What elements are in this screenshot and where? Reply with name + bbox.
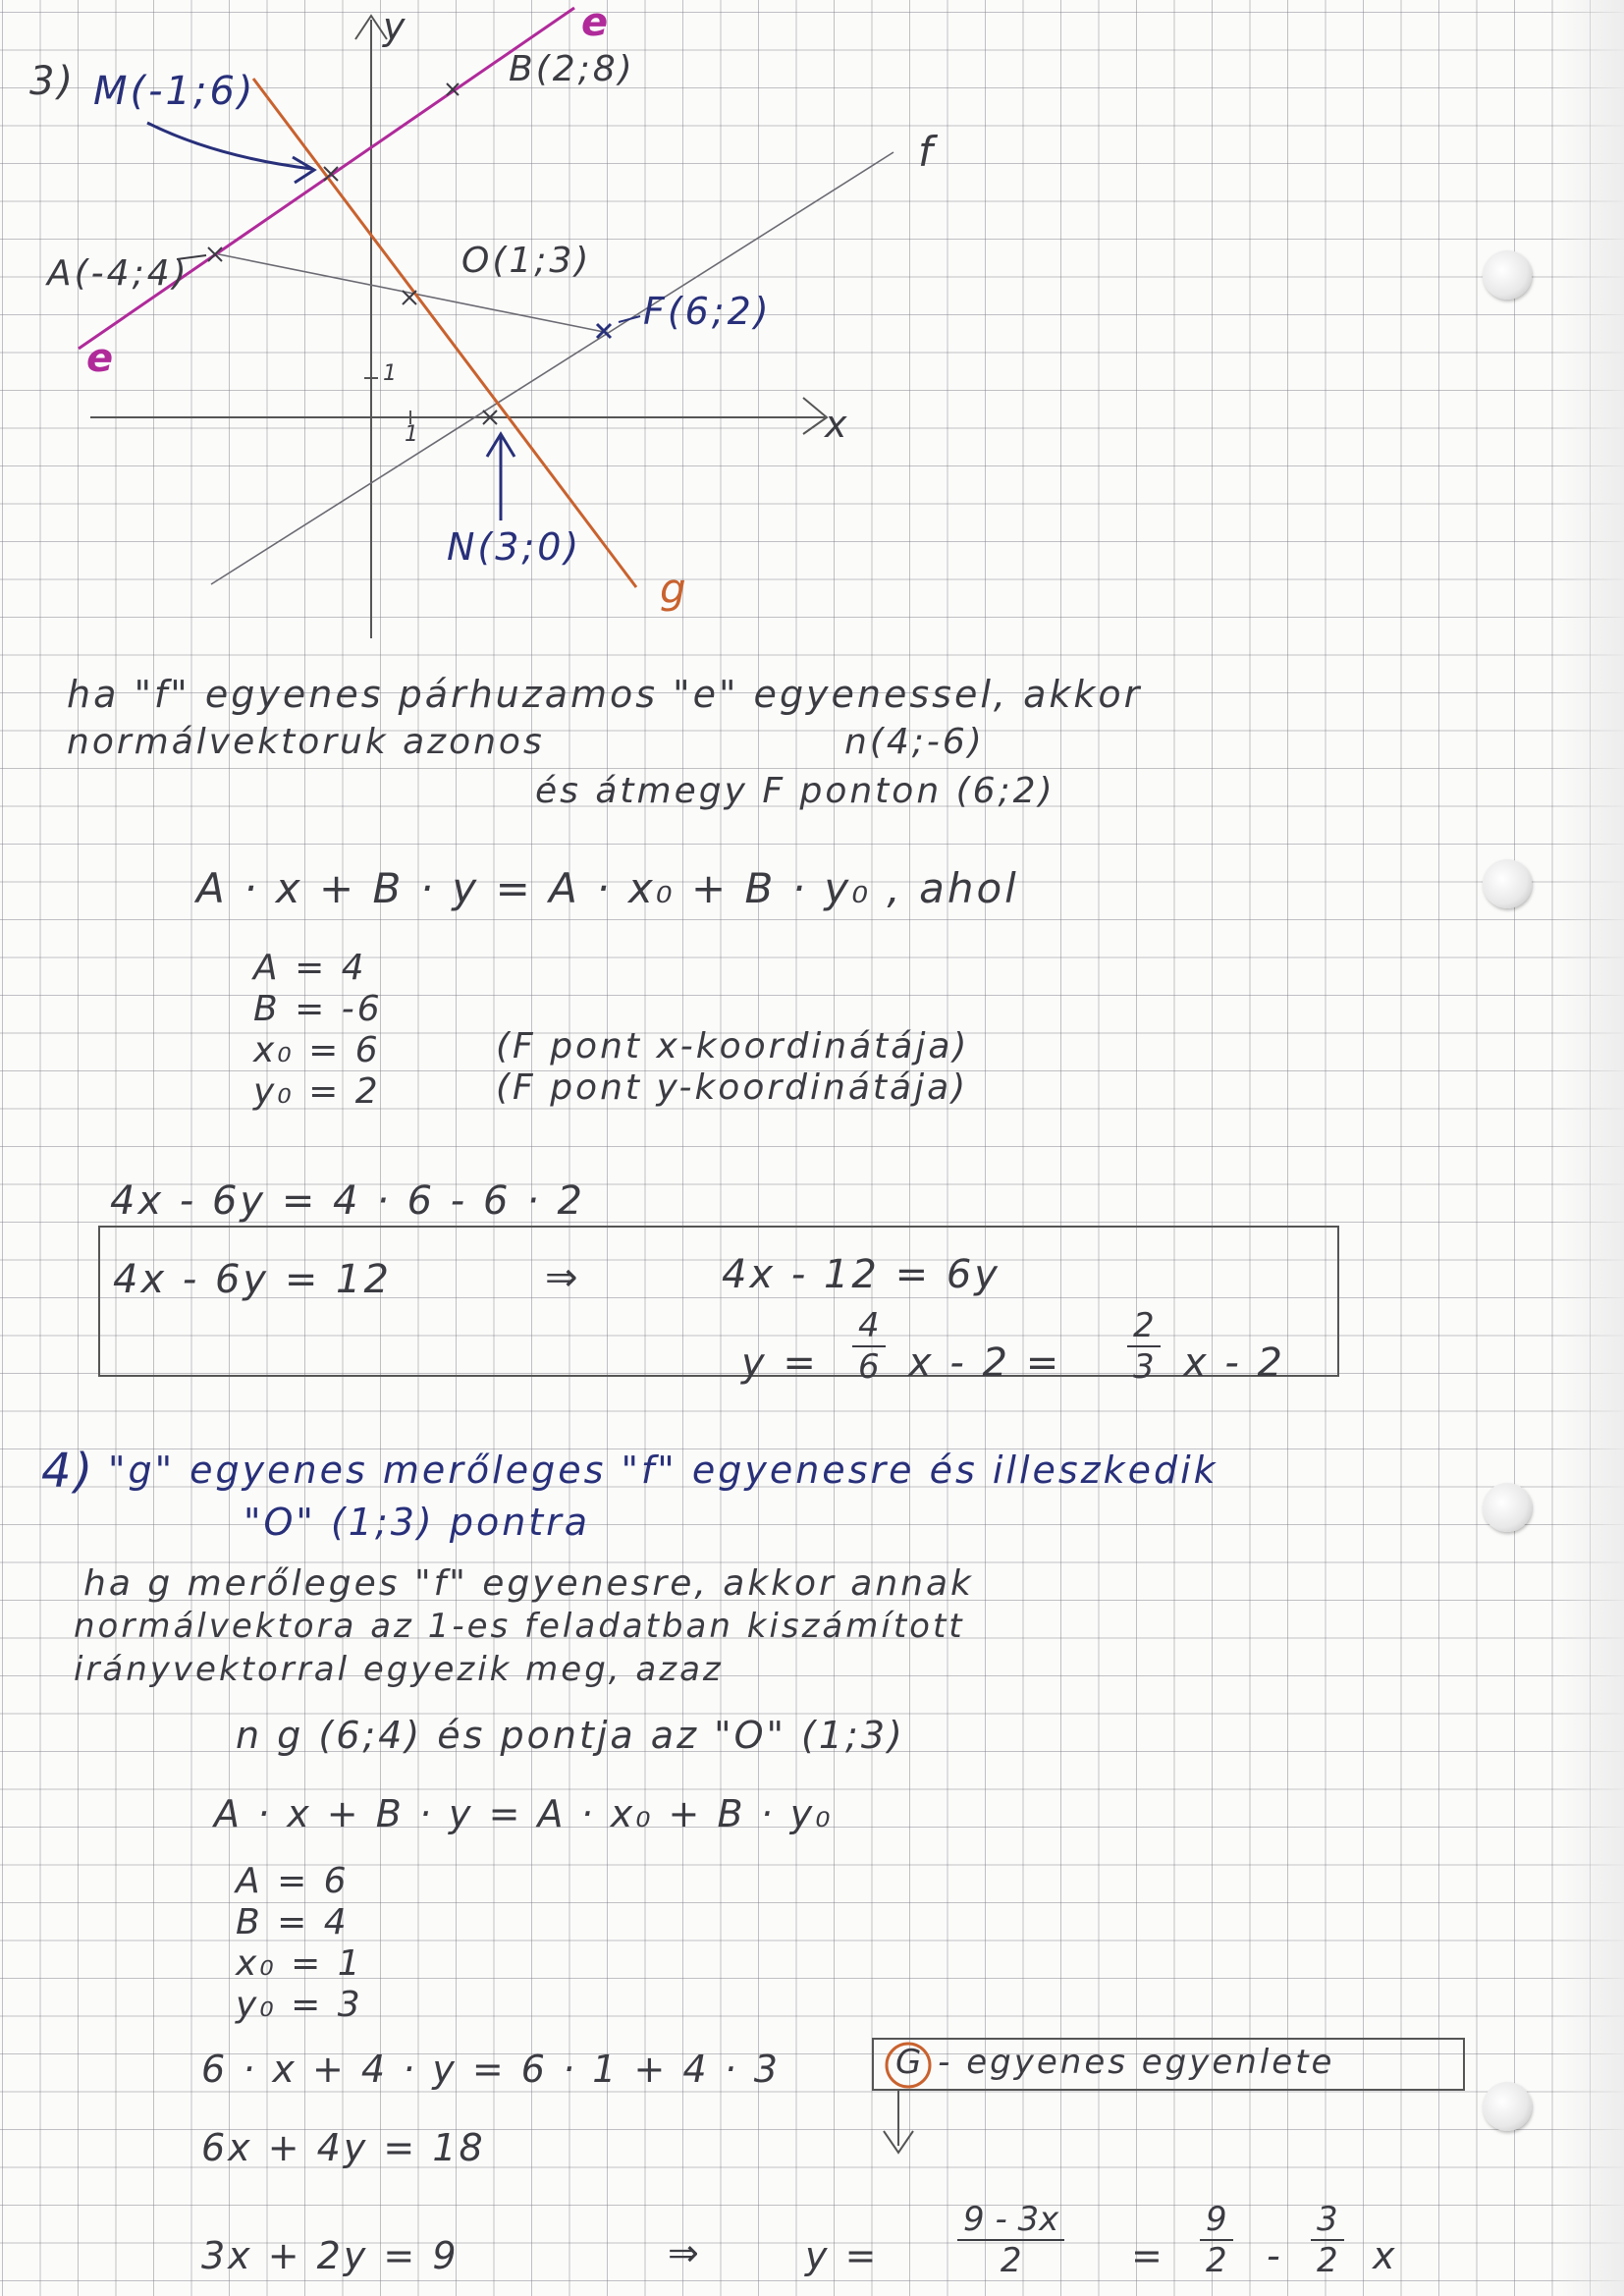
p3-note-x: (F pont x-koordinátája) [496,1026,970,1066]
p4-eq: = [1131,2234,1165,2277]
line-e-label-left: e [86,336,117,381]
arrow-to-m [147,123,312,169]
p4-frac1-num: 9 - 3x [957,2200,1064,2241]
p3-normal-vector: n(4;-6) [844,722,985,762]
p4-calc2: 6x + 4y = 18 [201,2126,486,2169]
line-f-label: f [918,128,936,176]
p3-boxed-left: 4x - 6y = 12 [113,1257,392,1302]
p4-fraction-2 [1200,2200,1233,2280]
p3-frac1-den: 6 [858,1347,880,1387]
p3-boxed-right: 4x - 12 = 6y [722,1252,1001,1297]
p4-boxed-label: G - egyenes egyenlete [895,2043,1335,2082]
axis-y-label: y [383,5,408,48]
p4-fraction-1 [957,2200,1064,2280]
p4-text-line2: normálvektora az 1-es feladatban kiszámított [74,1607,965,1646]
p3-note-y: (F pont y-koordinátája) [496,1067,969,1108]
p4-heading2: "O" (1;3) pontra [244,1501,591,1544]
point-markers [208,83,497,424]
line-g-label: g [660,565,689,613]
punch-hole-3 [1483,1483,1532,1532]
p4-param-a: A = 6 [236,1861,350,1901]
line-e-label-top: e [581,0,612,45]
p4-param-x0: x₀ = 1 [236,1943,363,1984]
p3-result-mid: x - 2 = [908,1340,1062,1386]
axis-x-label: x [825,403,850,446]
p4-normal-vector: n g (6;4) és pontja az "O" (1;3) [236,1714,905,1757]
point-n-label: N(3;0) [447,525,582,569]
p4-result-prefix: y = [805,2234,880,2277]
p3-param-a: A = 4 [253,948,367,988]
p3-fraction-2 [1127,1306,1161,1387]
line-g [253,79,636,587]
p4-text-line1: ha g merőleges "f" egyenesre, akkor annak [83,1563,974,1604]
p3-frac2-den: 3 [1133,1347,1155,1387]
p3-calc1: 4x - 6y = 4 · 6 - 6 · 2 [110,1178,585,1224]
punch-hole-4 [1483,2082,1532,2131]
point-a-label: A(-4;4) [47,253,189,294]
p4-frac3-den: 2 [1317,2241,1338,2280]
p4-calc3: 3x + 2y = 9 [201,2234,460,2277]
p4-frac3-num: 3 [1311,2200,1344,2241]
p3-formula: A · x + B · y = A · x₀ + B · y₀ , ahol [196,864,1019,912]
p4-param-b: B = 4 [236,1902,350,1942]
p4-calc1: 6 · x + 4 · y = 6 · 1 + 4 · 3 [201,2048,781,2091]
tick-y-label: 1 [383,361,400,386]
p3-param-x0: x₀ = 6 [253,1030,381,1070]
p3-text-line2a: normálvektoruk azonos [67,722,545,762]
point-o-label: O(1;3) [461,241,592,281]
tick-x-label: 1 [405,422,421,447]
p3-frac1-num: 4 [852,1306,886,1347]
line-f [211,152,893,584]
p4-formula: A · x + B · y = A · x₀ + B · y₀ [214,1792,834,1835]
p3-text-line3: és átmegy F ponton (6;2) [535,771,1056,811]
p4-frac2-num: 9 [1200,2200,1233,2241]
point-f-label: F(6;2) [643,290,772,333]
p3-result-prefix: y = [741,1340,819,1386]
p4-frac2-den: 2 [1206,2241,1227,2280]
p4-minus: - [1267,2234,1283,2277]
problem4-number: 4) [41,1444,96,1499]
down-arrow-head [884,2131,913,2153]
p3-text-line1: ha "f" egyenes párhuzamos "e" egyenessel, akkor [67,673,1143,716]
point-b-label: B(2;8) [509,49,635,89]
p4-result-end: x [1373,2234,1398,2277]
x-axis-arrow [803,398,827,434]
point-m-label: M(-1;6) [93,69,256,114]
p3-fraction-1 [852,1306,886,1387]
p4-param-y0: y₀ = 3 [236,1985,363,2025]
p4-fraction-3 [1311,2200,1344,2280]
p3-arrow: ⇒ [545,1255,581,1300]
problem3-number: 3) [29,59,77,104]
p3-frac2-num: 2 [1127,1306,1161,1347]
p4-arrow: ⇒ [668,2231,702,2274]
p3-result-end: x - 2 [1183,1340,1285,1386]
arrow-to-f [619,316,640,322]
p3-param-y0: y₀ = 2 [253,1071,381,1112]
p4-heading1: "g" egyenes merőleges "f" egyenesre és illeszkedik [108,1449,1218,1492]
p4-frac1-den: 2 [1000,2241,1022,2280]
p3-param-b: B = -6 [253,989,383,1029]
punch-hole-2 [1483,859,1532,908]
p4-text-line3: irányvektorral egyezik meg, azaz [74,1650,724,1689]
